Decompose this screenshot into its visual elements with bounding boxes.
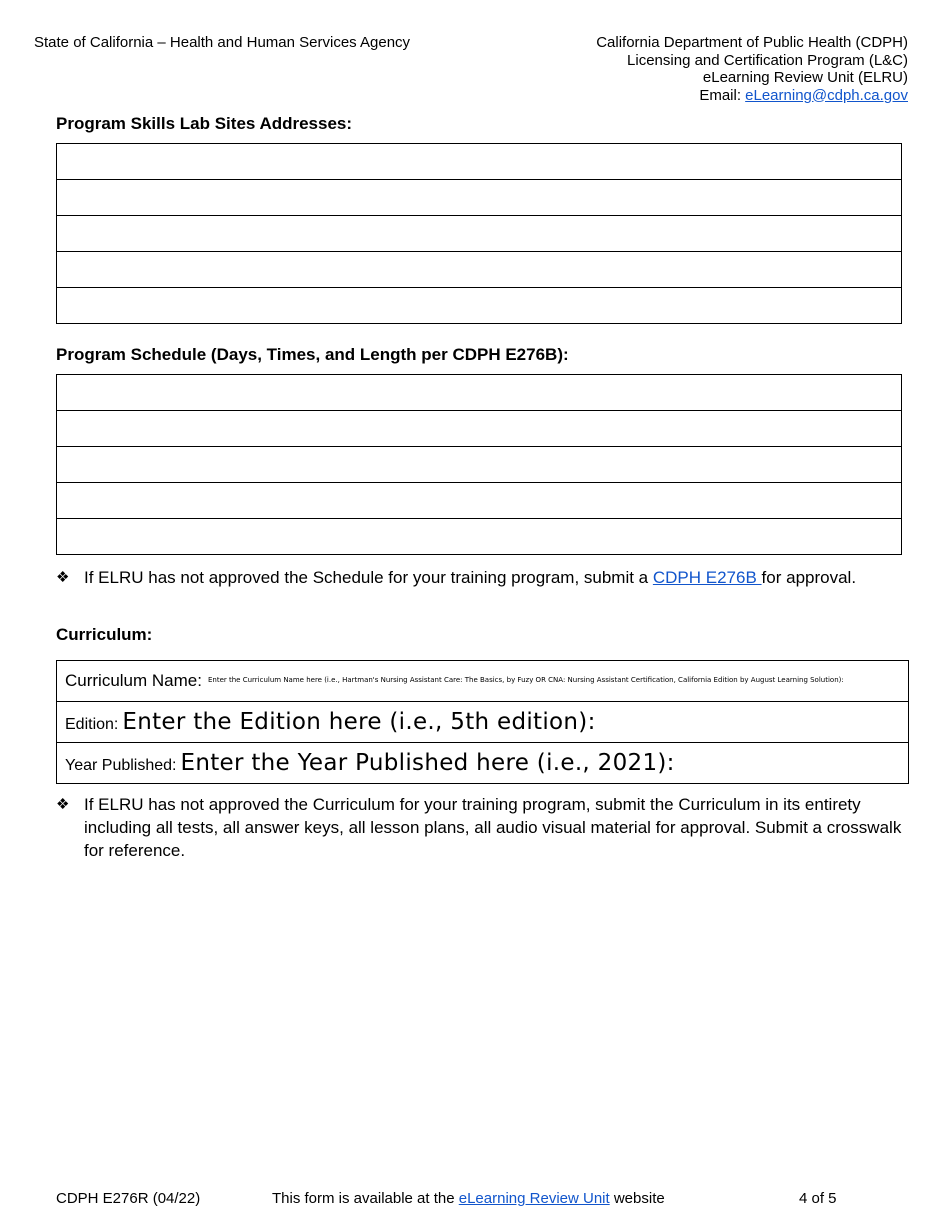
header-contact-block [596,34,908,104]
skills-lab-row [57,180,902,216]
curriculum-name-field[interactable]: Enter the Curriculum Name here (i.e., Hartman's Nursing Assistant Care: The Basics, by Fuzy OR CNA: Nursing Assistant Certification, California Edition by August Learning Solution): [207,676,844,684]
email-link[interactable]: eLearning@cdph.ca.gov [745,86,908,104]
schedule-row [57,375,902,411]
skills-lab-field[interactable] [57,180,902,216]
skills-lab-row [57,216,902,252]
page-number: 4 of 5 [799,1190,837,1207]
cdph-e276b-link[interactable]: CDPH E276B [652,568,762,587]
email-label: Email: [699,86,746,104]
availability-text: This form is available at the [272,1190,459,1207]
schedule-row [57,411,902,447]
agency-name: State of California – Health and Human Services Agency [34,34,411,51]
schedule-note [56,566,908,589]
skills-lab-title: Program Skills Lab Sites Addresses: [56,114,353,133]
skills-lab-field[interactable] [57,288,902,324]
curriculum-name-label: Curriculum Name: [65,671,202,690]
elearning-review-unit-link[interactable]: eLearning Review Unit [458,1190,610,1207]
skills-lab-row [57,288,902,324]
schedule-title: Program Schedule (Days, Times, and Length per CDPH E276B): [56,345,569,364]
year-published-row [57,743,909,784]
diamond-bullet-icon: ❖ [56,796,70,813]
edition-row [57,702,909,743]
curriculum-name-row [57,661,909,702]
curriculum-note-text: If ELRU has not approved the Curriculum for your training program, submit the Curriculum in its entirety including all tests, all answer keys, all lesson plans, all audio visual material for approval. Submit a crosswalk for reference. [84,795,902,860]
schedule-table [56,374,902,555]
edition-label: Edition: [65,716,119,733]
schedule-field[interactable] [57,483,902,519]
diamond-bullet-icon: ❖ [56,569,70,586]
availability-note [272,1190,665,1207]
skills-lab-field[interactable] [57,144,902,180]
schedule-row [57,483,902,519]
schedule-row [57,519,902,555]
year-published-label: Year Published: [65,757,177,774]
department-name: California Department of Public Health (CDPH) [596,34,908,51]
schedule-row [57,447,902,483]
curriculum-table [56,660,909,784]
curriculum-note [56,793,908,862]
email-line [596,87,908,105]
skills-lab-field[interactable] [57,252,902,288]
skills-lab-row [57,252,902,288]
skills-lab-field[interactable] [57,216,902,252]
schedule-field[interactable] [57,447,902,483]
skills-lab-row [57,144,902,180]
curriculum-title: Curriculum: [56,625,153,644]
year-published-field[interactable]: Enter the Year Published here (i.e., 2021): [180,750,675,776]
availability-tail: website [609,1190,665,1207]
form-id: CDPH E276R (04/22) [56,1190,201,1207]
edition-field[interactable]: Enter the Edition here (i.e., 5th edition): [122,709,596,735]
schedule-field[interactable] [57,519,902,555]
schedule-note-tail: for approval. [761,568,857,587]
unit-name: eLearning Review Unit (ELRU) [702,69,908,86]
schedule-field[interactable] [57,375,902,411]
schedule-field[interactable] [57,411,902,447]
program-name: Licensing and Certification Program (L&C) [627,51,908,69]
schedule-note-text: If ELRU has not approved the Schedule for your training program, submit a [84,568,653,587]
skills-lab-table [56,143,902,324]
